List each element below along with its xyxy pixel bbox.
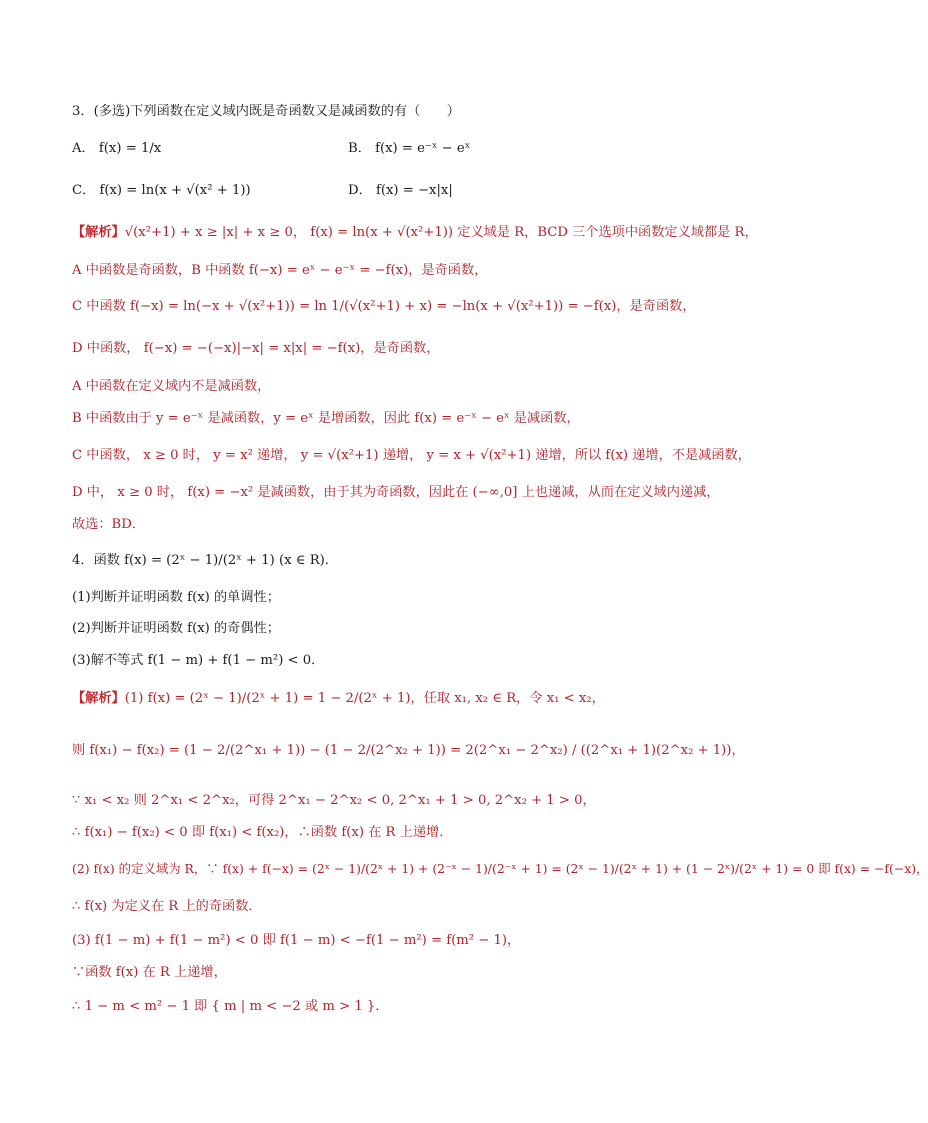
q4-solution-line-4: ∴ f(x₁) − f(x₂) < 0 即 f(x₁) < f(x₂)，∴函数 f(x) 在 R 上递增． bbox=[72, 825, 453, 840]
q3-solution-line-9: 故选：BD． bbox=[72, 517, 146, 532]
q3-solution-line-7: C 中函数， x ≥ 0 时， y = x² 递增， y = √(x²+1) 递增， y = x + √(x²+1) 递增，所以 f(x) 递增，不是减函数， bbox=[72, 448, 751, 463]
q4-solution-line-3: ∵ x₁ < x₂ 则 2^x₁ < 2^x₂，可得 2^x₁ − 2^x₂ < 0, 2^x₁ + 1 > 0, 2^x₂ + 1 > 0， bbox=[72, 793, 596, 808]
q3-solution-line-5: A 中函数在定义域内不是减函数， bbox=[72, 379, 271, 394]
q4-solution-line-5: (2) f(x) 的定义域为 R，∵ f(x) + f(−x) = (2ˣ − 1)/(2ˣ + 1) + (2⁻ˣ − 1)/(2⁻ˣ + 1) = (2ˣ − 1)/(2ˣ + 1) + (1 − 2ˣ)/(2ˣ + 1) = 0 即 f(x) = −f(−x)， bbox=[72, 861, 928, 876]
q4-solution-text-1: (1) f(x) = (2ˣ − 1)/(2ˣ + 1) = 1 − 2/(2ˣ + 1)，任取 x₁, x₂ ∈ R，令 x₁ < x₂， bbox=[124, 691, 605, 706]
q4-part-1: (1)判断并证明函数 f(x) 的单调性； bbox=[72, 590, 280, 605]
solution-tag: 【解析】 bbox=[72, 225, 125, 240]
q3-solution-line-4: D 中函数， f(−x) = −(−x)|−x| = x|x| = −f(x)，是奇函数， bbox=[72, 341, 440, 356]
q3-solution-line-3: C 中函数 f(−x) = ln(−x + √(x²+1)) = ln 1/(√(x²+1) + x) = −ln(x + √(x²+1)) = −f(x)，是奇函数， bbox=[72, 299, 696, 314]
q4-solution-line-9: ∴ 1 − m < m² − 1 即 { m | m < −2 或 m > 1 }． bbox=[72, 999, 389, 1014]
solution-tag: 【解析】 bbox=[72, 691, 125, 706]
q4-solution-line-7: (3) f(1 − m) + f(1 − m²) < 0 即 f(1 − m) < −f(1 − m²) = f(m² − 1)， bbox=[72, 933, 521, 948]
q3-stem: 3．(多选)下列函数在定义域内既是奇函数又是减函数的有（ ） bbox=[72, 104, 460, 119]
q3-solution-line-1 bbox=[72, 224, 758, 242]
q4-part-2: (2)判断并证明函数 f(x) 的奇偶性； bbox=[72, 621, 280, 636]
q4-solution-line-6: ∴ f(x) 为定义在 R 上的奇函数． bbox=[72, 899, 262, 914]
q4-stem: 4．函数 f(x) = (2ˣ − 1)/(2ˣ + 1) (x ∈ R)． bbox=[72, 553, 338, 568]
q4-part-3: (3)解不等式 f(1 − m) + f(1 − m²) < 0． bbox=[72, 653, 325, 668]
q3-option-d: D． f(x) = −x|x| bbox=[348, 183, 453, 198]
q3-solution-line-6: B 中函数由于 y = e⁻ˣ 是减函数，y = eˣ 是增函数，因此 f(x) = e⁻ˣ − eˣ 是减函数， bbox=[72, 411, 580, 426]
q4-solution-line-2: 则 f(x₁) − f(x₂) = (1 − 2/(2^x₁ + 1)) − (1 − 2/(2^x₂ + 1)) = 2(2^x₁ − 2^x₂) / ((2^x₁ + 1)(2^x₂ + 1))， bbox=[72, 743, 745, 758]
q4-solution-line-8: ∵函数 f(x) 在 R 上递增， bbox=[72, 965, 227, 980]
q3-option-b: B． f(x) = e⁻ˣ − eˣ bbox=[348, 141, 471, 156]
q3-solution-line-2: A 中函数是奇函数，B 中函数 f(−x) = eˣ − e⁻ˣ = −f(x)，是奇函数， bbox=[72, 263, 488, 278]
q3-option-c: C． f(x) = ln(x + √(x² + 1)) bbox=[72, 183, 251, 198]
q3-solution-line-8: D 中， x ≥ 0 时， f(x) = −x² 是减函数，由于其为奇函数，因此在 (−∞,0] 上也递减，从而在定义域内递减， bbox=[72, 485, 720, 500]
q4-solution-line-1 bbox=[72, 690, 605, 708]
q3-option-a: A． f(x) = 1/x bbox=[72, 141, 162, 156]
q3-solution-text-1: √(x²+1) + x ≥ |x| + x ≥ 0， f(x) = ln(x + √(x²+1)) 定义域是 R，BCD 三个选项中函数定义域都是 R， bbox=[124, 225, 758, 240]
